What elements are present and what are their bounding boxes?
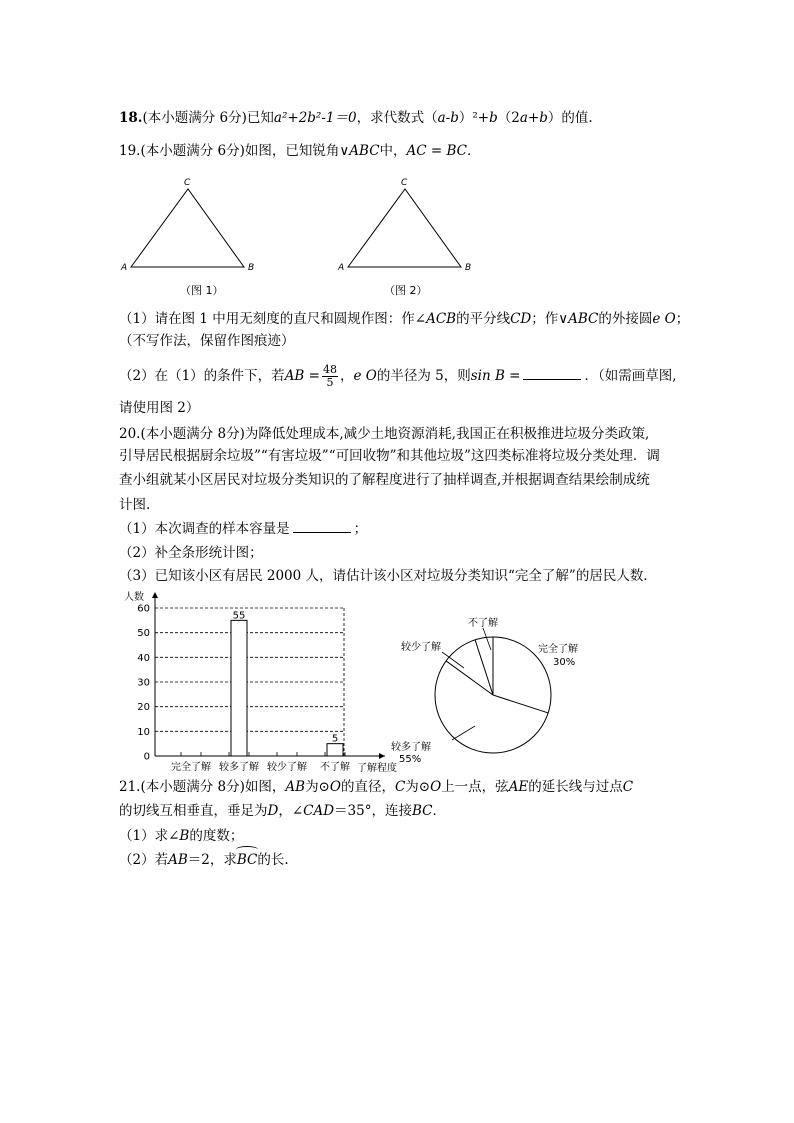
q19-part1: （1）请在图 1 中用无刻度的直尺和圆规作图：作∠ACB的平分线CD；作∨ABC的外接圆e O； <box>119 311 690 327</box>
q20-part3: （3）已知该小区有居民 2000 人，请估计该小区对垃圾分类知识“完全了解”的居民人数． <box>119 568 657 584</box>
q20-part1: （1）本次调查的样本容量是 ； <box>119 521 368 537</box>
bar-ytick-label: 60 <box>137 603 150 615</box>
bar-ytick-label: 40 <box>137 652 150 664</box>
bar <box>231 620 247 756</box>
answer-blank-sinb[interactable] <box>523 367 581 380</box>
answer-blank-sample-size[interactable] <box>293 520 351 533</box>
fig2-label-a: A <box>338 263 345 273</box>
arc-bc: BC <box>236 852 258 868</box>
bar <box>327 744 343 756</box>
q19-part2: （2）在（1）的条件下，若AB = $\frac{48}{5}$ ，e O的半径为 5，则sin B = ．（如需画草图, <box>119 363 677 389</box>
pie-chart <box>380 608 580 778</box>
pie-label-more: 较多了解 <box>391 742 431 753</box>
triangle-figures <box>0 170 794 305</box>
pie-label-full: 完全了解 <box>538 644 578 655</box>
q20-part2: （2）补全条形统计图； <box>119 545 263 561</box>
bar-ytick-label: 30 <box>137 677 150 689</box>
fig1-label-b: B <box>248 263 255 273</box>
q20-line4: 计图. <box>119 497 151 513</box>
bar-data-label: 55 <box>232 610 246 622</box>
fig2-label-c: C <box>401 178 408 188</box>
q19-part2-cont: 请使用图 2） <box>119 400 200 416</box>
bar-data-label: 5 <box>331 733 339 745</box>
fig1-caption: （图 1） <box>180 284 224 297</box>
pie-label-none: 不了解 <box>468 618 498 629</box>
bar-xtick-label: 较少了解 <box>267 762 307 773</box>
q20-line2: 引导居民根据厨余垃圾”“有害垃圾”“可回收物”和其他垃圾”这四类标准将垃圾分类处理．调 <box>119 448 660 464</box>
fig1-label-c: C <box>184 178 191 188</box>
fraction-48-over-5: $\frac{48}{5}$ <box>322 363 337 389</box>
q19-part1-note: （不写作法，保留作图痕迹） <box>119 333 295 349</box>
bar-xlabel: 了解程度 <box>357 763 397 774</box>
bar-ytick-label: 50 <box>137 628 150 640</box>
fig2-caption: （图 2） <box>384 284 428 297</box>
bar-xtick-label: 较多了解 <box>219 762 259 773</box>
bar-xtick-label: 完全了解 <box>171 762 211 773</box>
bar-ytick-label: 10 <box>137 726 150 738</box>
bar-y-arrow <box>152 592 158 598</box>
q21-line2: 的切线互相垂直，垂足为D，∠CAD＝35°，连接BC． <box>119 803 446 819</box>
q20-line1: 20.(本小题满分 8分)为降低处理成本,减少土地资源消耗,我国正在积极推进垃圾分类政策, <box>119 426 650 442</box>
bar-chart <box>110 588 410 778</box>
triangle-figure-2 <box>337 178 471 297</box>
q18-line: 18.(本小题满分 6分)已知a²+2b²-1＝0，求代数式（a-b）²+b（2a+b）的值. <box>119 110 593 126</box>
pie-label-less: 较少了解 <box>401 642 441 653</box>
q18-number: 18. <box>119 110 143 126</box>
bar-ylabel: 人数 <box>124 592 144 603</box>
q19-heading: 19.(本小题满分 6分)如图，已知锐角∨ABC中，AC = BC． <box>119 143 481 159</box>
bar-ytick-label: 20 <box>137 702 150 714</box>
q21-part2: （2）若AB＝2，求BC的长. <box>119 852 289 868</box>
fig2-label-b: B <box>465 263 472 273</box>
bar-xtick-label: 不了解 <box>320 762 350 773</box>
bar-ytick-label: 0 <box>143 751 150 763</box>
pie-label-more-pct: 55% <box>399 754 422 765</box>
q21-part1: （1）求∠B的度数； <box>119 828 244 844</box>
triangle-figure-1 <box>120 178 254 297</box>
q20-line3: 查小组就某小区居民对垃圾分类知识的了解程度进行了抽样调查,并根据调查结果绘制成统 <box>119 472 650 488</box>
q21-line1: 21.(本小题满分 8分)如图，AB为⊙O的直径，C为⊙O上一点，弦AE的延长线与过点C <box>119 779 634 795</box>
pie-label-full-pct: 30% <box>553 657 576 668</box>
fig1-label-a: A <box>121 263 128 273</box>
